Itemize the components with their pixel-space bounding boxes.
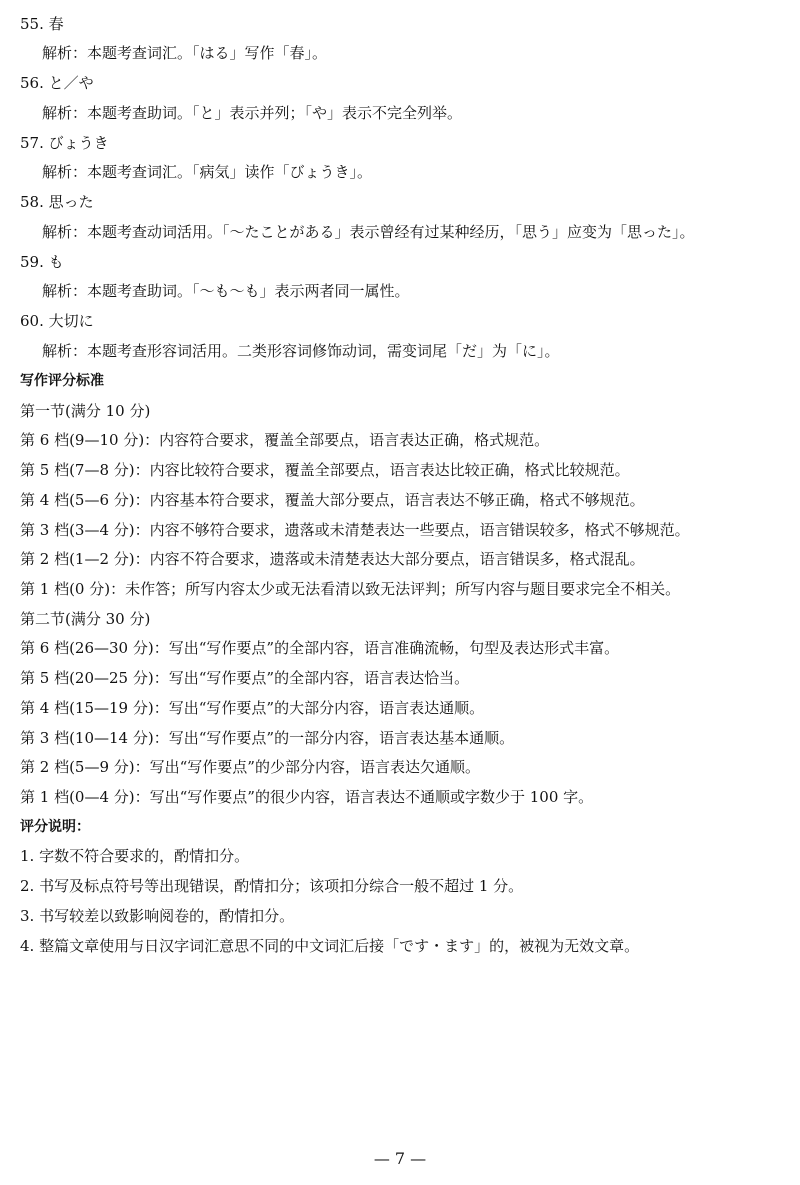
answer-56-question: 56. と／や xyxy=(20,74,94,92)
section2-title: 第二节(满分 30 分) xyxy=(20,610,151,628)
section1-level-5: 第 5 档(7—8 分)：内容比较符合要求，覆盖全部要点，语言表达比较正确，格式比较规范。 xyxy=(20,461,630,479)
writing-heading: 写作评分标准 xyxy=(20,373,104,389)
note-3: 3. 书写较差以致影响阅卷的，酌情扣分。 xyxy=(20,907,295,925)
answer-59-question: 59. も xyxy=(20,253,64,271)
section1-level-2: 第 2 档(1—2 分)：内容不符合要求，遗落或未清楚表达大部分要点，语言错误多，格式混乱。 xyxy=(20,550,645,568)
section1-level-4: 第 4 档(5—6 分)：内容基本符合要求，覆盖大部分要点，语言表达不够正确，格式不够规范。 xyxy=(20,491,645,509)
section2-level-4: 第 4 档(15—19 分)：写出“写作要点”的大部分内容，语言表达通顺。 xyxy=(20,699,485,717)
section2-level-2: 第 2 档(5—9 分)：写出“写作要点”的少部分内容，语言表达欠通顺。 xyxy=(20,758,480,776)
answer-57-question: 57. びょうき xyxy=(20,134,109,152)
answer-58-question: 58. 思った xyxy=(20,193,94,211)
section1-title: 第一节(满分 10 分) xyxy=(20,402,151,420)
answer-60-question: 60. 大切に xyxy=(20,312,94,330)
answer-55-analysis: 解析：本题考查词汇。「はる」写作「春」。 xyxy=(42,44,328,62)
section2-level-3: 第 3 档(10—14 分)：写出“写作要点”的一部分内容，语言表达基本通顺。 xyxy=(20,729,515,747)
answer-57-analysis: 解析：本题考查词汇。「病気」读作「びょうき」。 xyxy=(42,163,373,181)
answer-55-question: 55. 春 xyxy=(20,15,64,33)
answer-56-analysis: 解析：本题考查助词。「と」表示并列；「や」表示不完全列举。 xyxy=(42,104,463,122)
section2-level-5: 第 5 档(20—25 分)：写出“写作要点”的全部内容，语言表达恰当。 xyxy=(20,669,470,687)
notes-heading: 评分说明： xyxy=(20,819,90,835)
section2-level-6: 第 6 档(26—30 分)：写出“写作要点”的全部内容，语言准确流畅，句型及表达形式丰富。 xyxy=(20,639,620,657)
section1-level-6: 第 6 档(9—10 分)：内容符合要求，覆盖全部要点，语言表达正确，格式规范。 xyxy=(20,431,550,449)
answer-59-analysis: 解析：本题考查助词。「～も～も」表示两者同一属性。 xyxy=(42,282,410,300)
page-number: — 7 — xyxy=(373,1149,427,1168)
section2-level-1: 第 1 档(0—4 分)：写出“写作要点”的很少内容，语言表达不通顺或字数少于 100 字。 xyxy=(20,788,594,806)
answer-58-analysis: 解析：本题考查动词活用。「～たことがある」表示曾经有过某种经历，「思う」应变为「思った」。 xyxy=(42,223,695,241)
note-2: 2. 书写及标点符号等出现错误，酌情扣分；该项扣分综合一般不超过 1 分。 xyxy=(20,877,524,895)
section1-level-1: 第 1 档(0 分)：未作答；所写内容太少或无法看清以致无法评判；所写内容与题目要求完全不相关。 xyxy=(20,580,681,598)
note-4: 4. 整篇文章使用与日汉字词汇意思不同的中文词汇后接「です・ます」的，被视为无效文章。 xyxy=(20,937,640,955)
note-1: 1. 字数不符合要求的，酌情扣分。 xyxy=(20,847,250,865)
answer-60-analysis: 解析：本题考查形容词活用。二类形容词修饰动词，需变词尾「だ」为「に」。 xyxy=(42,342,560,360)
section1-level-3: 第 3 档(3—4 分)：内容不够符合要求，遗落或未清楚表达一些要点，语言错误较多，格式不够规范。 xyxy=(20,521,690,539)
